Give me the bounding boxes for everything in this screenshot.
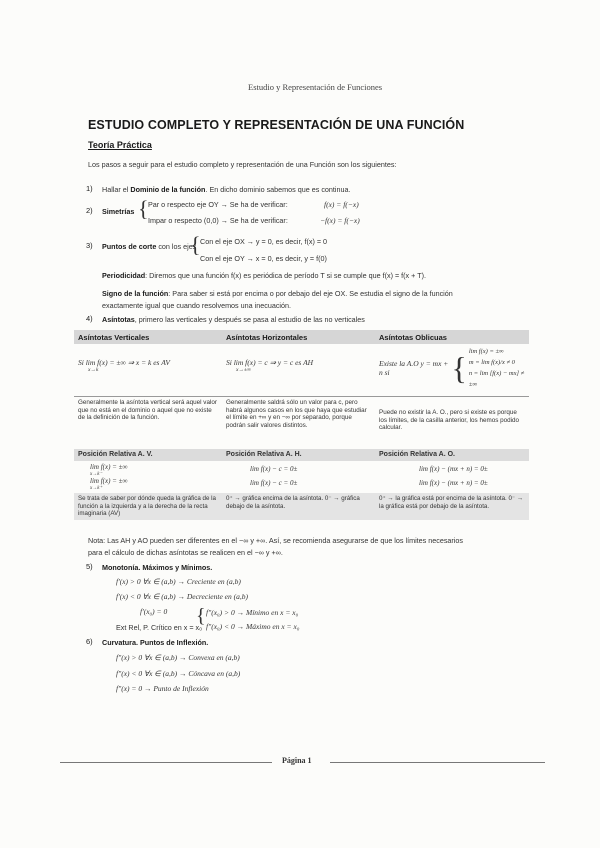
sign-line	[102, 289, 453, 298]
def-vertical	[74, 344, 222, 397]
step-5-brace: {	[196, 605, 206, 627]
step-6-line-1: f″(x) > 0 ∀x ∈ (a,b) → Convexa en (a,b)	[116, 653, 240, 662]
note-line-1: Nota: Las AH y AO pueden ser diferentes en el −∞ y +∞. Así, se recomienda asegurarse de que los límites necesarios	[88, 536, 464, 545]
def-horizontal-sub: x→±∞	[236, 367, 251, 373]
pos-horizontal	[222, 461, 375, 493]
oblique-conditions	[469, 346, 525, 390]
sign-label: Signo de la función	[102, 289, 169, 298]
step-3-label-rest: con los ejes	[156, 242, 197, 251]
sign-text: : Para saber si está por encima o por debajo del eje OX. Se estudia el signo de la función	[168, 289, 453, 298]
document-title: ESTUDIO COMPLETO Y REPRESENTACIÓN DE UNA FUNCIÓN	[88, 118, 465, 132]
running-header: Estudio y Representación de Funciones	[248, 82, 383, 92]
step-5-line-3: f′(x₀) = 0	[140, 607, 168, 616]
sign-text-2: exactamente igual que cuando resolvemos una inecuación.	[102, 301, 291, 310]
intro-text: Los pasos a seguir para el estudio completo y representación de una Función son los siguientes:	[88, 160, 397, 169]
step-5-line-4: Ext Rel, P. Crítico en x = x₀	[116, 623, 203, 632]
pos-vertical-2: lim f(x) = ±∞	[90, 477, 128, 485]
gen-horizontal: Generalmente saldrá sólo un valor para c, pero habrá algunos casos en los que haya que estudiar el límite en +∞ y en −∞ por separado, porque podrán salir valores distintos.	[226, 399, 367, 429]
step-5-line-1: f′(x) > 0 ∀x ∈ (a,b) → Creciente en (a,b)	[116, 577, 241, 586]
step-6-label: Curvatura. Puntos de Inflexión.	[102, 638, 209, 647]
step-6-line-2: f″(x) < 0 ∀x ∈ (a,b) → Cóncava en (a,b)	[116, 669, 241, 678]
step-3-oy: Con el eje OY → x = 0, es decir, y = f(0)	[200, 254, 327, 263]
step-4-number: 4)	[86, 314, 93, 323]
pos-header-oblique: Posición Relativa A. O.	[375, 449, 529, 461]
note-line-2: para el cálculo de dichas asíntotas se realicen en el −∞ y +∞.	[88, 548, 283, 557]
step-2-impar-eq: −f(x) = f(−x)	[320, 216, 360, 225]
section-subtitle: Teoría Práctica	[88, 140, 152, 150]
step-5-label: Monotonía. Máximos y Mínimos.	[102, 563, 213, 572]
step-3-label	[102, 242, 196, 251]
step-1-domain-label: Dominio de la función	[130, 185, 206, 194]
step-4-line	[102, 315, 365, 324]
step-1-text-c: . En dicho dominio sabemos que es continua.	[205, 185, 351, 194]
pos2-vertical: Se trata de saber por dónde queda la gráfica de la función a la izquierda y a la derecha de la recta imaginaria (AV)	[74, 493, 222, 520]
step-4-text: , primero las verticales y después se pasa al estudio de las no verticales	[134, 315, 365, 324]
footer-rule-left	[60, 762, 272, 763]
oblique-cond-3: n = lim [f(x) − mx] ≠ ±∞	[468, 370, 525, 388]
step-6-line-3: f″(x) = 0 → Punto de Inflexión	[116, 684, 209, 693]
periodicity-line	[102, 271, 426, 280]
pos-header-vertical: Posición Relativa A. V.	[74, 449, 222, 461]
oblique-brace: {	[451, 350, 467, 386]
step-2-number: 2)	[86, 206, 93, 215]
oblique-cond-1: lim f(x) = ±∞	[468, 348, 504, 355]
def-oblique	[375, 344, 529, 397]
step-2-par-eq: f(x) = f(−x)	[324, 200, 359, 209]
pos-oblique	[375, 461, 529, 493]
gen-vertical: Generalmente la asíntota vertical será aquel valor que no está en el dominio o aquel que no existe de la definición de la función.	[78, 399, 217, 421]
gen-oblique: Puede no existir la A. O., pero si existe es porque los límites, de la casilla anterior, los hemos podido calcular.	[379, 409, 520, 431]
pos-vertical-1: lim f(x) = ±∞	[90, 463, 128, 471]
def-vertical-sub: x→k	[88, 367, 99, 373]
step-2-brace: {	[138, 196, 149, 221]
col-header-oblique: Asíntotas Oblicuas	[375, 330, 529, 344]
col-header-vertical: Asíntotas Verticales	[74, 330, 222, 344]
step-2-label: Simetrías	[102, 207, 135, 216]
pos-vertical-sub-2: x→k⁺	[90, 486, 103, 491]
oblique-cond-2: m = lim f(x)/x ≠ 0	[468, 359, 515, 366]
step-5-line-2: f′(x) < 0 ∀x ∈ (a,b) → Decreciente en (a,b)	[116, 592, 248, 601]
def-horizontal-formula: Si lim f(x) = c ⇒ y = c es AH	[226, 358, 314, 367]
step-6-number: 6)	[86, 637, 93, 646]
step-3-number: 3)	[86, 241, 93, 250]
page-number: Página 1	[282, 756, 312, 765]
step-3-brace: {	[190, 232, 201, 257]
step-4-label: Asíntotas	[102, 315, 135, 324]
step-5-line-5: f″(x₀) > 0 → Mínimo en x = x₀	[206, 608, 299, 617]
pos-vertical-sub-1: x→k⁻	[90, 472, 103, 477]
pos2-horizontal: 0⁺ → gráfica encima de la asíntota. 0⁻ → gráfica debajo de la asíntota.	[222, 493, 375, 520]
step-2-impar: Impar o respecto (0,0) → Se ha de verificar:	[148, 216, 288, 225]
step-1-text	[102, 185, 351, 194]
step-5-line-6: f″(x₀) < 0 → Máximo en x = x₀	[206, 622, 300, 631]
def-vertical-formula: Si lim f(x) = ±∞ ⇒ x = k es AV	[78, 358, 171, 367]
pos2-oblique: 0⁺ → la gráfica está por encima de la asíntota. 0⁻ → la gráfica está por debajo de la asíntota.	[375, 493, 529, 520]
periodicity-text: : Diremos que una función f(x) es periódica de período T si se cumple que f(x) = f(x + T).	[145, 271, 426, 280]
periodicity-label: Periodicidad	[102, 271, 146, 280]
pos-oblique-1: lim f(x) − (mx + n) = 0±	[419, 465, 488, 473]
def-oblique-formula: Existe la A.O y = mx + n si	[379, 359, 449, 377]
pos-horizontal-1: lim f(x) − c = 0±	[250, 465, 298, 473]
pos-horizontal-2: lim f(x) − c = 0±	[250, 479, 298, 487]
pos-header-horizontal: Posición Relativa A. H.	[222, 449, 375, 461]
footer-rule-right	[330, 762, 545, 763]
step-3-ox: Con el eje OX → y = 0, es decir, f(x) = 0	[200, 237, 328, 246]
pos-vertical	[74, 461, 222, 493]
def-horizontal	[222, 344, 375, 397]
pos-oblique-2: lim f(x) − (mx + n) = 0±	[419, 479, 488, 487]
step-3-label-bold: Puntos de corte	[102, 242, 157, 251]
step-1-text-a: Hallar el	[102, 185, 131, 194]
asymptotes-table	[74, 330, 529, 520]
step-2-par: Par o respecto eje OY → Se ha de verificar:	[148, 200, 288, 209]
col-header-horizontal: Asíntotas Horizontales	[222, 330, 375, 344]
step-5-number: 5)	[86, 562, 93, 571]
step-1-number: 1)	[86, 184, 93, 193]
